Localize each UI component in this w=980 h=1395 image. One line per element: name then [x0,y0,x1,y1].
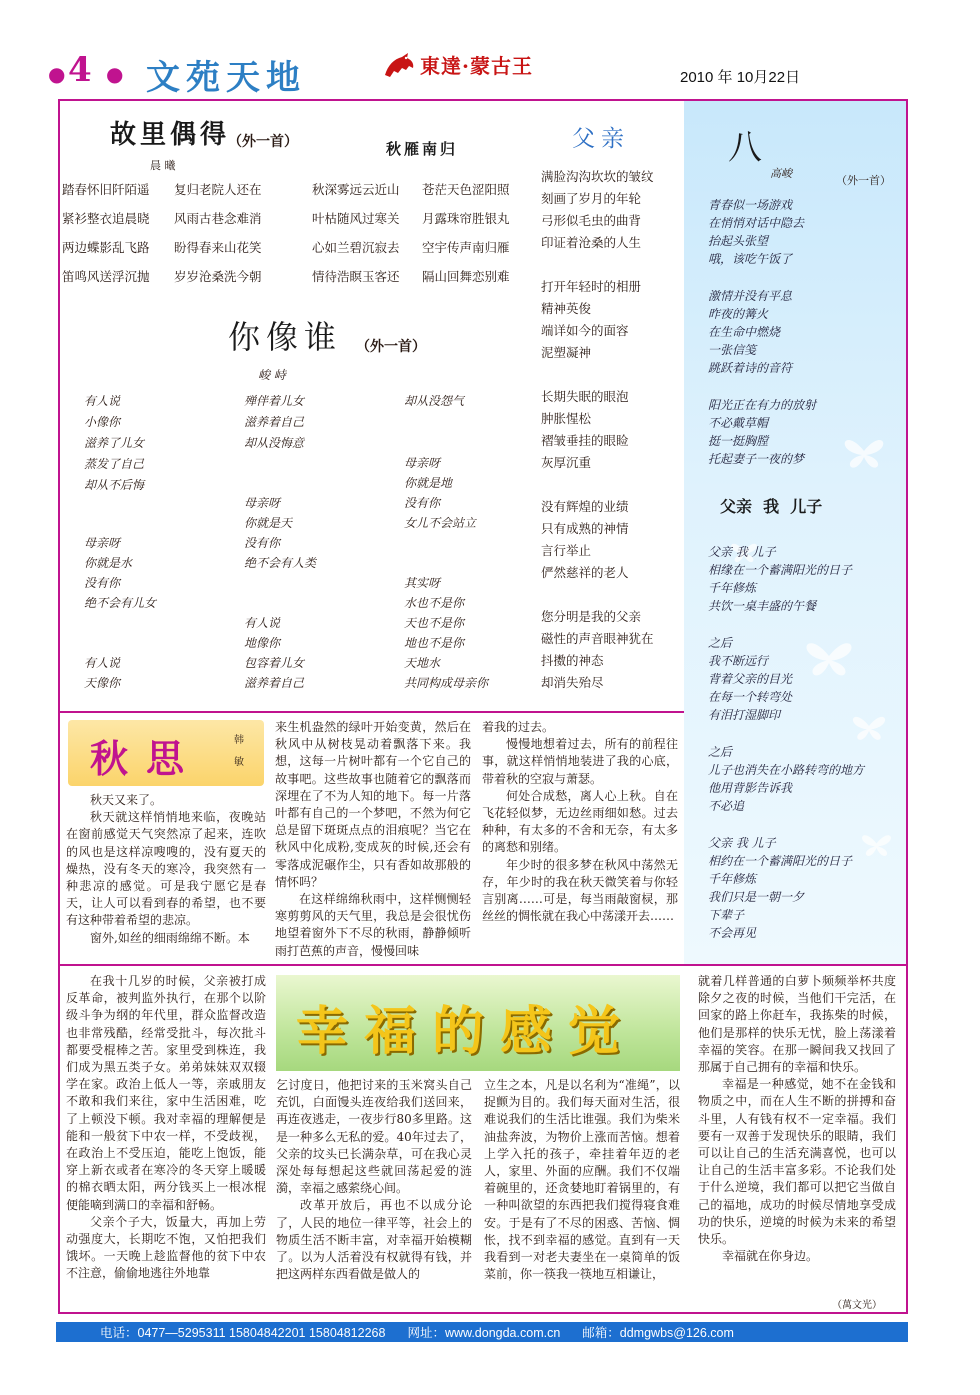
poem-line: 共同构成母亲你 [404,676,489,690]
poem-line: 天也不是你 [404,616,465,630]
poem-line: 打开年轻时的相册 [541,279,642,294]
poem-line: 之后 [708,745,733,759]
poem-line: 抬起头张望 [708,234,769,248]
poem-line: 母亲呀 [244,496,281,510]
poem-line: 相约在一个蓄满阳光的日子 [708,854,853,868]
poem-body-ba [708,196,816,468]
poem-line: 弓形似毛虫的曲背 [541,213,642,228]
poem-author-nixiangshui: 峻 峙 [258,368,286,382]
brand-name: 東達·蒙古王 [420,54,533,78]
poem-line: 情待浩瞑玉客还 [312,269,400,284]
poem-line: 空宇传声南归雁 [422,240,510,255]
poem-subtitle-nixiangshui: （外一首） [356,339,426,355]
poem-line: 母亲呀 [84,536,121,550]
poem-author-ba: 高峻 [770,167,792,180]
poem-line: 你就是地 [404,476,453,490]
paragraph: 立生之本，凡是以名利为“准绳”，以捉颤为目的。我们每天面对生活，很难说我们的生活比谁强。我们为柴米油盐奔波，为物价上涨而苦恼。想着上学入托的孩子，牵挂着年迈的老人，家里、外面的应酬。我们不仅端着碗里的，还贪婪地盯着锅里的，有一种叫欲望的东西把我们搅得寝食难安。于是有了不尽的困惑、苦恼、惆怅，找不到幸福的感觉。直到有一天我看到一对老夫妻坐在一桌简单的饭菜前，你一筷我一筷地互相谦让， [484,1078,680,1282]
essay-xingfu-col4 [698,973,896,1265]
poem-line: 包容着儿女 [244,656,305,670]
poem-line: 不必戴草帽 [708,416,769,430]
poem-line: 昨夜的篝火 [708,307,769,321]
poem-title-ba: 八 [728,128,762,168]
stanza [541,387,681,475]
poem-line: 之后 [708,636,733,650]
poem-line: 不会再见 [708,926,757,940]
poem-line: 有人说 [84,656,121,670]
stanza [708,834,864,942]
poem-line: 在悄悄对话中隐去 [708,216,805,230]
poem-line: 踏春怀旧阡陌遥 [62,182,150,197]
poem-subtitle-ba: （外一首） [836,174,891,187]
poem-line: 满脸沟沟坎坎的皱纹 [541,169,654,184]
poem-line: 滋养着自己 [244,415,305,429]
poem-line: 下辈子 [708,908,745,922]
poem-line: 儿子也消失在小路转弯的地方 [708,763,865,777]
poem-line: 言行举止 [541,543,592,558]
brand-logo [382,50,533,79]
poem-line: 印证着沧桑的人生 [541,235,642,250]
poem-line: 阳光正在有力的放射 [708,398,817,412]
poem-line: 父亲 我 儿子 [708,836,776,850]
paragraph: 窗外,如丝的细雨绵绵不断。本 [90,930,250,945]
poem-line: 不必追 [708,799,745,813]
page-number-dot-left: ● [48,62,66,86]
paragraph: 就着几样普通的白萝卜频频举杯共度除夕之夜的时候，当他们干完活，在回家的路上你赶车，我拣柴的时候，他们是那样的快乐无忧，脸上荡漾着幸福的笑容。在那一瞬间我又找回了那属于自己拥有的幸福和快乐。 [698,974,896,1075]
paragraph: 秋天就这样悄悄地来临，夜晚站在窗前感觉天气突然凉了起来，连吹的风也是这样凉嗖嗖的，没有夏天的燥热，没有冬天的寒冷，我突然有一种悲凉的感觉。可是我宁愿它是春天，让人可以看到春的希望，也不要有这种带着希望的悲凉。 [66,810,266,928]
paragraph: 着我的过去。 [482,720,555,734]
poem-line: 母亲呀 [404,456,441,470]
poem-line: 苍茫天色涩阳照 [422,182,510,197]
paragraph: 幸福就在你身边。 [722,1249,819,1264]
poem-line: 父亲 我 儿子 [708,545,776,559]
poem-line: 只有成熟的神情 [541,521,629,536]
poem-line: 殚伴着儿女 [244,394,305,408]
poem-line: 有人说 [84,394,121,408]
poem-nixiangshui-col2a [244,392,304,455]
page-number: 4 [68,50,92,90]
poem-nixiangshui-col2c [244,614,304,694]
poem-nixiangshui-col3a [404,392,464,413]
stanza [708,196,816,268]
poem-nixiangshui-col1b [84,534,156,614]
footer-website[interactable]: 网址：www.dongda.com.cn [407,1326,561,1340]
poem-line: 青春似一场游戏 [708,198,793,212]
paragraph: 年少时的很多梦在秋风中荡然无存，年少时的我在秋天微笑着与你轻言别离……可是，每当雨敲窗棂，那丝丝的惆怅就在我心中荡漾开去…… [482,857,678,924]
footer-bar [56,1322,908,1342]
poem-line: 岁岁沧桑洗今朝 [174,269,262,284]
poem-line: 隔山回舞恋别难 [422,269,510,284]
essay-title-qiusi: 秋思 [90,737,203,781]
poem-line: 地像你 [244,636,281,650]
poem-line: 没有你 [244,536,281,550]
poem-line: 却消失殆尽 [541,675,604,690]
poem-title-guli: 故里偶得 [110,120,231,150]
poem-line: 刻画了岁月的年轮 [541,191,642,206]
poem-nixiangshui-col1c [84,654,120,694]
essay-xingfu-col1 [66,973,266,1283]
poem-line: 滋养了儿女 [84,436,145,450]
poem-line: 背着父亲的目光 [708,672,793,686]
stanza [541,607,681,695]
poem-line: 没有你 [84,576,121,590]
footer-phone: 电话：0477—5295311 15804842201 15804812268 [100,1326,386,1340]
essay-author-qiusi: 韩敏 [234,735,244,768]
poem-line: 相缘在一个蓄满阳光的日子 [708,563,853,577]
poem-line: 一张信笺 [708,343,757,357]
poem-line: 挺一挺胸膛 [708,434,769,448]
poem-line: 托起妻子一夜的梦 [708,452,805,466]
paragraph: 在我十几岁的时候，父亲被打成反革命，被判监外执行，在那个以阶级斗争为纲的年代里，群众监督改造也非常残酷，经常受批斗，每次批斗都要受棍棒之苦。家里受到株连，我们成为黑五类子女。弟弟妹妹双双辍学在家。政治上低人一等，亲戚朋友不敢和我们来往，家中生活困难，吃了上顿没下顿。我对幸福的理解便是能和一般贫下中农一样，不受歧视，在政治上不受压迫，能吃上饱饭，能穿上新衣或者在寒冷的冬天穿上暖暖的棉衣晒太阳，两分钱买上一根冰棍便能嘀到满口的幸福和舒畅。 [66,974,266,1212]
essay-qiusi-col1 [66,792,266,947]
essay-author-xingfu: （萬文光） [832,1300,882,1311]
poem-line: 紧衫整衣追晨晓 [62,211,150,226]
poem-line: 肿胀惺松 [541,411,592,426]
poem-line: 在每一个转弯处 [708,690,793,704]
poem-line: 地也不是你 [404,636,465,650]
poem-line: 心如兰碧沉寂去 [312,240,400,255]
poem-line: 月露珠帘胜银丸 [422,211,510,226]
divider-lower [60,964,906,966]
poem-line: 小像你 [84,415,121,429]
stanza [708,396,816,468]
stanza [541,167,681,255]
poem-line: 却从没悔意 [244,436,305,450]
poem-line: 千年修炼 [708,872,757,886]
paragraph: 慢慢地想着过去，所有的前程往事，就这样悄悄地装进了我的心底，带着秋的空寂与萧瑟。 [482,737,678,786]
poem-line: 泥塑凝神 [541,345,592,360]
poem-body-guli-left [62,180,150,296]
poem-line: 灰厚沉重 [541,455,592,470]
poem-title-nixiangshui: 你像谁 [228,318,343,356]
poem-line: 绝不会有人类 [244,556,317,570]
poem-line: 秋深雾远云近山 [312,182,400,197]
poem-line: 绝不会有儿女 [84,596,157,610]
poem-line: 天地水 [404,656,441,670]
poem-line: 你就是水 [84,556,133,570]
issue-date: 2010 年 10月22日 [680,69,801,86]
paragraph: 改革开放后，再也不以成分论了，人民的地位一律平等，社会上的物质生活不断丰富，对幸福开始模糊了。以为人活着没有权就得有钱，并把这两样东西看做是做人的 [276,1198,472,1282]
horse-logo-icon [382,51,416,79]
stanza [708,287,816,377]
poem-nixiangshui-col3b [404,454,476,534]
poem-line: 盼得春来山花笑 [174,240,262,255]
footer-email[interactable]: 邮箱：ddmgwbs@126.com [582,1326,734,1340]
paragraph: 父亲个子大，饭量大，再加上劳动强度大，长期吃不饱，又怕把我们饿坏。一天晚上趁监督他的贫下中农不注意，偷偷地逃往外地靠 [66,1214,266,1281]
poem-title-fuqin-wo-erzi: 父亲 我 儿子 [720,497,823,516]
essay-xingfu-col2 [276,1077,472,1283]
poem-line: 我不断远行 [708,654,769,668]
paragraph: 何处合成愁，离人心上秋。自在飞花轻似梦，无边丝雨细如愁。过去种种，有太多的不舍和无奈，有太多的离愁和别绪。 [482,788,678,855]
poem-line: 您分明是我的父亲 [541,609,642,624]
poem-line: 千年修炼 [708,581,757,595]
poem-body-fuqin-wo-erzi [708,543,864,942]
poem-line: 却从不后悔 [84,478,145,492]
poem-line: 没有你 [404,496,441,510]
paragraph: 幸福是一种感觉，她不在金钱和物质之中，而在人生不断的拼搏和奋斗里，人有钱有权不一定幸福。我们要有一双善于发现快乐的眼睛，我们可以让自己的生活充满喜悦，也可以让自己的生活丰富多彩。不论我们处于什么逆境，我们都可以把它当做自己的福地，成功的时候尽情地享受成功的快乐，逆境的时候为未来的希望快乐。 [698,1077,896,1247]
poem-line: 天像你 [84,676,121,690]
poem-line: 抖擞的神态 [541,653,604,668]
paragraph: 乞讨度日，他把讨来的玉米窝头自己充饥，白面馒头连夜给我们送回来，再连夜逃走，一夜步行80多里路。这是一种多么无私的爱。40年过去了，父亲的坟头已长满杂草，可在我心灵深处每每想起这些就回荡起爱的涟漪，幸福之感萦绕心间。 [276,1078,472,1196]
poem-body-qiuyan-right [422,180,510,296]
essay-title-xingfu: 幸福的感觉 [296,1002,637,1062]
poem-line: 滋养着自己 [244,676,305,690]
poem-line: 磁性的声音眼神犹在 [541,631,654,646]
poem-line: 水也不是你 [404,596,465,610]
poem-line: 复归老院人还在 [174,182,262,197]
poem-line: 有泪打湿脚印 [708,708,781,722]
essay-qiusi-col2 [275,719,471,960]
essay-title-box-qiusi [68,720,264,786]
essay-title-box-xingfu [276,975,680,1071]
poem-line: 他用背影告诉我 [708,781,793,795]
paragraph: 秋天又来了。 [90,793,163,807]
poem-body-fuqin [541,167,681,695]
poem-line: 蒸发了自己 [84,457,145,471]
essay-xingfu-col3 [484,1077,680,1283]
poem-nixiangshui-col1a [84,392,144,497]
stanza [541,277,681,365]
paragraph: 在这样绵绵秋雨中，这样恻恻轻寒剪剪风的天气里，我总是会很忧伤地望着窗外下不尽的秋雨，静静倾听雨打芭蕉的声音，慢慢回味 [275,892,471,958]
essay-qiusi-col3 [482,719,678,925]
stanza [708,634,864,724]
poem-line: 却从没怨气 [404,394,465,408]
poem-line: 有人说 [244,616,281,630]
butterfly-decoration-icon [834,421,894,481]
poem-line: 跳跃着诗的音符 [708,361,793,375]
poem-line: 你就是天 [244,516,293,530]
poem-line: 长期失眠的眼泡 [541,389,629,404]
stanza [708,543,864,615]
poem-author-guli: 晨 曦 [150,159,176,172]
poem-line: 精神英俊 [541,301,592,316]
poem-subtitle-guli: （外一首） [228,134,298,150]
poem-body-guli-right [174,180,262,296]
poem-nixiangshui-col3c [404,574,488,694]
poem-line: 褶皱垂挂的眼睑 [541,433,629,448]
poem-line: 我们只是一朝一夕 [708,890,805,904]
poem-title-fuqin: 父亲 [572,126,630,152]
poem-body-qiuyan-left [312,180,400,296]
poem-line: 叶枯随风过寒关 [312,211,400,226]
poem-line: 共饮一桌丰盛的午餐 [708,599,817,613]
poem-line: 两边蝶影乱飞路 [62,240,150,255]
poem-line: 俨然慈祥的老人 [541,565,629,580]
stanza [541,497,681,585]
poem-nixiangshui-col2b [244,494,316,574]
poem-title-qiuyan: 秋雁南归 [386,140,459,158]
page-number-dot-right: ● [106,62,124,86]
poem-line: 其实呀 [404,576,441,590]
poem-line: 哦，该吃午饭了 [708,252,793,266]
poem-line: 女儿不会站立 [404,516,477,530]
poem-line: 端详如今的面容 [541,323,629,338]
stanza [708,743,864,815]
poem-line: 激情并没有平息 [708,289,793,303]
section-title: 文苑天地 [146,58,306,98]
poem-line: 风雨古巷念难消 [174,211,262,226]
poem-line: 没有辉煌的业绩 [541,499,629,514]
poem-line: 笛鸣风送浮沉抛 [62,269,150,284]
paragraph: 来生机盎然的绿叶开始变黄，然后在秋风中从树枝晃动着飘落下来。我想，这每一片树叶都有一个它自己的故事吧。这些故事也随着它的飘落而深埋在了不为人知的地下。每一片落叶都有自己的一个梦吧，不然为何它总是留下斑斑点点的泪痕呢？当它在秋风中化成粉,变成灰的时候,还会有零落成泥碾作尘，只有香如故那般的情怀吗？ [275,720,471,889]
divider-middle [60,711,684,713]
poem-line: 在生命中燃烧 [708,325,781,339]
